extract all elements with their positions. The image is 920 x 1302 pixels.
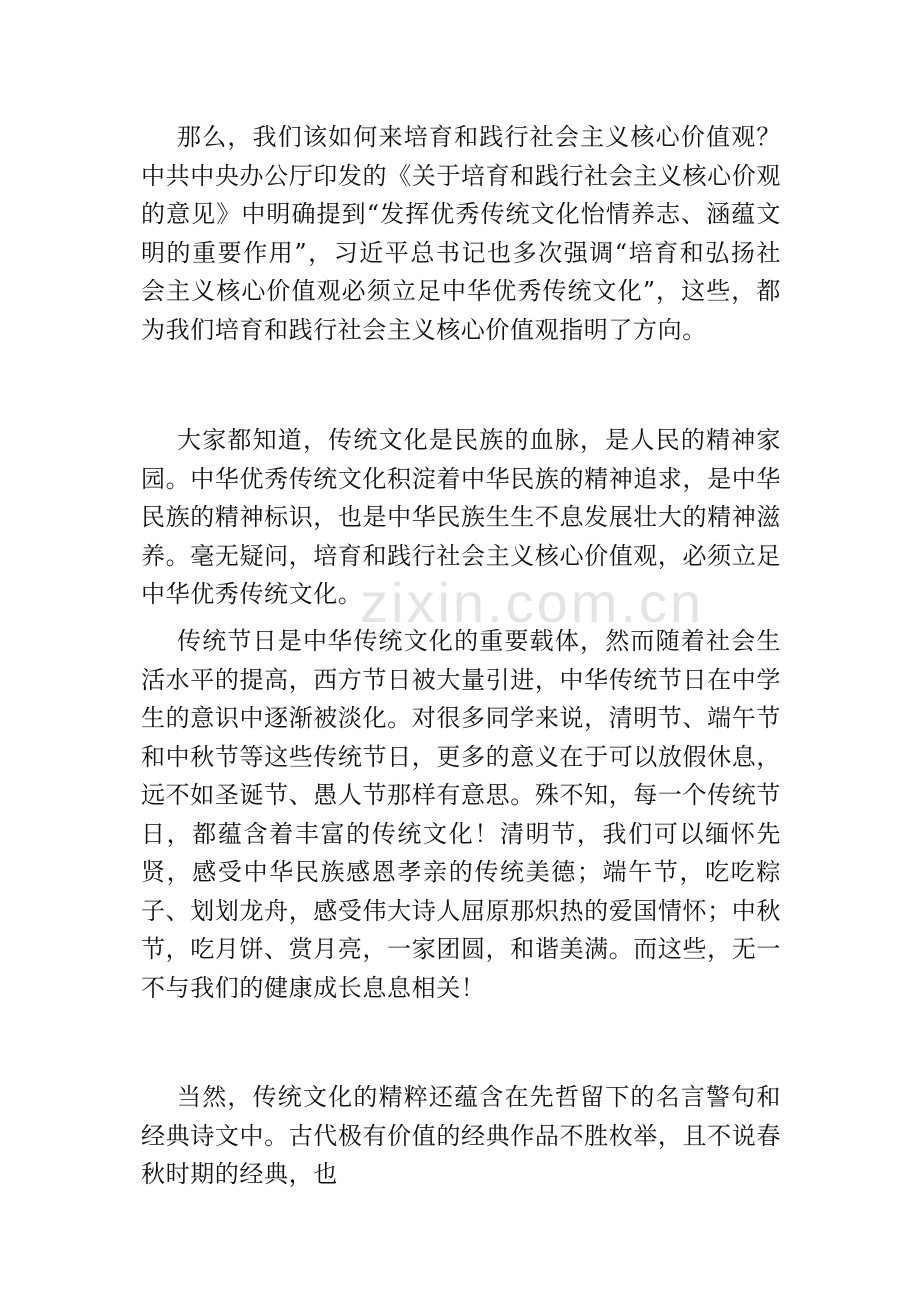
watermark: zixin.com.cn bbox=[360, 571, 705, 634]
paragraph-3: 传统节日是中华传统文化的重要载体，然而随着社会生活水平的提高，西方节日被大量引进，中华传统节日在中学生的意识中逐渐被淡化。对很多同学来说，清明节、端午节和中秋节等这些传统节日，更多的意义在于可以放假休息，远不如圣诞节、愚人节那样有意思。殊不知，每一个传统节日，都蕴含着丰富的传统文化！清明节，我们可以缅怀先贤，感受中华民族感恩孝亲的传统美德；端午节，吃吃粽子、划划龙舟，感受伟大诗人屈原那炽热的爱国情怀；中秋节，吃月饼、赏月亮，一家团圆，和谐美满。而这些，无一不与我们的健康成长息息相关！ bbox=[141, 627, 781, 1002]
paragraph-4: 当然，传统文化的精粹还蕴含在先哲留下的名言警句和经典诗文中。古代极有价值的经典作品不胜枚举，且不说春秋时期的经典，也 bbox=[141, 1083, 781, 1188]
paragraph-1: 那么，我们该如何来培育和践行社会主义核心价值观？中共中央办公厅印发的《关于培育和践行社会主义核心价观的意见》中明确提到“发挥优秀传统文化怡情养志、涵蕴文明的重要作用”，习近平总书记也多次强调“培育和弘扬社会主义核心价值观必须立足中华优秀传统文化”，这些，都为我们培育和践行社会主义核心价值观指明了方向。 bbox=[141, 123, 781, 344]
paragraph-2: 大家都知道，传统文化是民族的血脉，是人民的精神家园。中华优秀传统文化积淀着中华民族的精神追求，是中华民族的精神标识，也是中华民族生生不息发展壮大的精神滋养。毫无疑问，培育和践行社会主义核心价值观，必须立足中华优秀传统文化。 bbox=[141, 426, 781, 608]
